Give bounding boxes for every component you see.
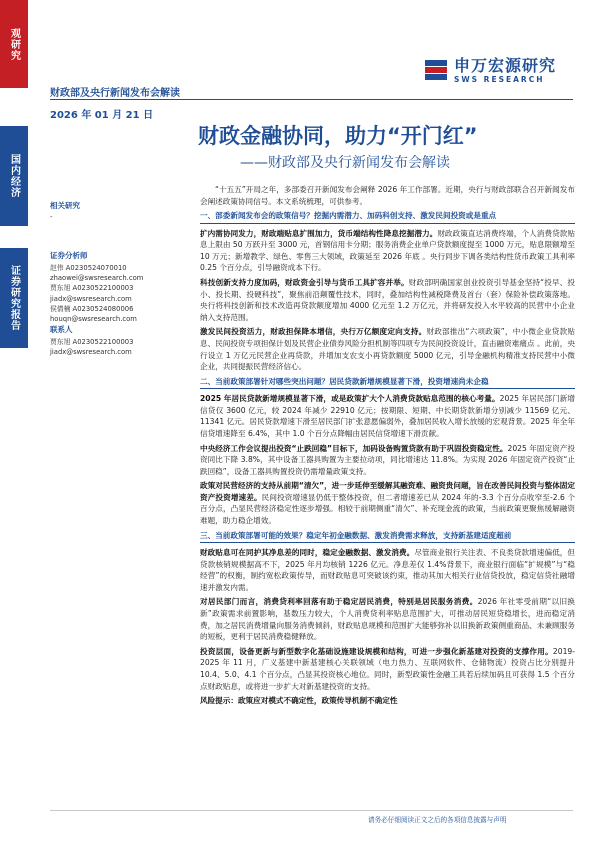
- risk-label: 风险提示：: [200, 696, 238, 706]
- body-paragraph: [200, 277, 575, 323]
- side-band: [0, 0, 28, 841]
- paragraph-lead: 扩内需协同发力，财政端贴息扩围加力，货币端结构性降息挖掘潜力。: [200, 228, 438, 238]
- paragraph-lead: 政策对民营经济的支持从前期“清欠”，进一步延伸至缓解其融资难、融资贵问题，旨在改善民间投资与整体固定资产投资增速差。: [200, 481, 575, 502]
- company-logo: [424, 50, 572, 90]
- side-tag-research: 观研究: [0, 0, 28, 88]
- paragraph-text: 尽管商业银行关注表、不良类贷款增速偏低，但贷款核销规模据高不下，2025 年月均核销 1226 亿元。净息差仅 1.4%背景下，商业银行面临“扩规模”与“稳经营”的权衡，制约宽松政策传导，而财政贴息可突破该约束，推动其加大相关行业信贷投放，稳定信贷社融增速并激发内需。: [200, 548, 576, 592]
- logo-en-text: SWS RESEARCH: [454, 74, 545, 84]
- report-date: 2026 年 01 月 21 日: [50, 110, 154, 121]
- analyst-line: 贾东旭 A0230522100003: [50, 284, 134, 293]
- section-heading-2: 二、当前政策部署针对哪些突出问题？居民贷款新增规模显著下滑，投资增速尚未企稳: [200, 376, 575, 389]
- body-paragraph: [200, 547, 575, 593]
- analyst-email[interactable]: jiadx@swsresearch.com: [50, 294, 132, 303]
- contact-label: 联系人: [50, 325, 73, 335]
- intro-paragraph: “十五五”开局之年，多部委召开新闻发布会阐释 2026 年工作部署。近期，央行与财政部联合召开新闻发布会阐述政策协同信号。本文系统梳理，可供参考。: [200, 185, 575, 206]
- paragraph-text: 财政部明确国家创业投资引导基金坚持“投早、投小、投长期、投硬科技”，聚焦前沿颠覆性技术，同时，叠加结构性减税降费及首台（套）保险补偿政策落地。央行将科技创新和技术改造再贷款额度增加 4000 亿元至 1.2 万亿元，并将研发投入水平较高的民营中小企业纳入支持范围。: [200, 277, 576, 322]
- risk-text: 政策应对模式不确定性，政策传导机制不确定性: [237, 696, 398, 706]
- body-paragraph: [200, 393, 575, 439]
- paragraph-text: 2019-2025 年 11 月，广义基建中新基建核心关联领域（电力热力、互联网软件、仓储物流）投资占比分别提升 10.4、5.0、4.1 个百分点，凸显其投资核心地位。同时，新型政策性金融工具若后续加码且可获得 1.5 个百分点财政贴息，或将进一步扩大对新基建投资的支持。: [200, 646, 575, 691]
- report-type: 财政部及央行新闻发布会解读: [50, 88, 180, 99]
- risk-warning: [200, 695, 575, 707]
- analysts-label: 证券分析师: [50, 251, 88, 260]
- paragraph-lead: 2025 年居民贷款新增规模显著下滑，或是政策扩大个人消费贷款贴息范围的核心考量。: [200, 394, 500, 404]
- analyst-line: 侯倩楠 A0230524080006: [50, 304, 134, 313]
- paragraph-lead: 对居民部门而言，消费贷利率回落有助于稳定居民消费，特别是居民服务消费。: [200, 597, 478, 607]
- paragraph-text: 财政部推出“六项政策”，中小微企业贷款贴息、民间投资专项担保计划及民营企业债券风险分担机制等四项专为民间投资设计，直击融资难痛点 。此前，央行设立 1 万亿元民营企业再贷款，并增加支农支小再贷款额度 5000 亿元，引导金融机构精准支持民营中小微企业，共同提振民营经济信心。: [200, 327, 575, 372]
- paragraph-text: 2025 年固定资产投资同比下降 3.8%，其中设备工器具购置为主要拉动项，同比增速达 11.8%。为实现 2026 年固定资产投资“止跌回稳”，设备工器具购置投资仍需增量政策支持。: [200, 443, 575, 476]
- paragraph-text: 财政政策直达消费终端，个人消费贷款贴息上限由 50 万跃升至 3000 元，首钢信用卡分期；服务消费企业单户贷款额度提至 1000 万元，贴息限额增至 10 万元；新增教学、绿色、零售三大领域，政策延至 2026 年底 。央行同步下调各类结构性货币政策工具利率 0.25 个百分点，引导融资成本下行。: [200, 228, 575, 273]
- body-paragraph: [200, 326, 575, 372]
- paragraph-lead: 财政贴息可在同护其净息差的同时，稳定金融数据、激发消费。: [200, 548, 415, 558]
- paragraph-text: 2025 年居民部门新增信贷仅 3600 亿元，较 2024 年减少 22910 亿元；按期限、短期、中长期贷款新增分别减少 11569 亿元、11341 亿元。居民贷款增速下滑至居民部门扩张意愿偏弱外，叠加居民收入增长放缓的宏观背景。2025 年全年信贷增速降至 6.4%，其中 1.0 个百分点降幅由居民信贷增速下滑贡献。: [200, 394, 575, 438]
- contact-email[interactable]: jiadx@swsresearch.com: [50, 348, 132, 357]
- page-subtitle: ——财政部及央行新闻发布会解读: [240, 155, 450, 171]
- analyst-email[interactable]: houqn@swsresearch.com: [50, 315, 137, 324]
- paragraph-lead: 激发民间投资活力，财政担保降本增信，央行万亿额度定向支持。: [200, 327, 427, 337]
- paragraph-lead: 投资层面，设备更新与新型数字化基础设施建设规模和结构，可进一步强化新基建对投资的支撑作用。: [200, 646, 553, 656]
- body-paragraph: [200, 443, 575, 478]
- side-tag-domestic-economy: 国内经济: [0, 126, 28, 226]
- contact-line: 贾东旭 A0230522100003: [50, 338, 134, 347]
- body-paragraph: [200, 228, 575, 274]
- logo-cn-text: 申万宏源研究: [454, 55, 557, 75]
- section-heading-1: 一、部委新闻发布会的政策信号？挖掘内需潜力、加码科创支持、激发民间投资或是重点: [200, 210, 575, 223]
- analyst-line: 赵伟 A0230524070010: [50, 264, 127, 272]
- related-research-label: 相关研究: [50, 201, 80, 210]
- left-sidebar: [50, 200, 190, 358]
- report-body: [200, 184, 575, 710]
- body-paragraph: [200, 596, 575, 642]
- body-paragraph: [200, 646, 575, 692]
- logo-mark-icon: [424, 58, 448, 82]
- header-divider: [50, 99, 573, 100]
- paragraph-text: 2026 年社零受前期“以旧换新”政策需求前置影响，基数压力较大，个人消费贷利率贴息范围扩大，可推动居民短贷稳增长，进而稳定消费，加之居民消费增量向服务消费倾斜，财政贴息规模和范围扩大能够弥补以旧换新政策侧重商品、未兼顾服务的短板，更利于居民消费稳健释放。: [200, 597, 575, 642]
- section-heading-3: 三、当前政策部署可能的效果？稳定年初金融数据、激发消费需求释放，支持新基建适度超前: [200, 530, 575, 543]
- paragraph-lead: 科技创新支持力度加码，财政资金引导与货币工具扩容并举。: [200, 277, 409, 287]
- side-tag-securities-report: 证券研究报告: [0, 248, 28, 348]
- body-paragraph: [200, 480, 575, 526]
- paragraph-lead: 中央经济工作会议提出投资“止跌回稳”目标下，加码设备购置贷款有助于巩固投资稳定性。: [200, 443, 508, 453]
- analyst-email[interactable]: zhaowei@swsresearch.com: [50, 274, 144, 283]
- paragraph-text: 民间投资增速显仍低于整体投资，但二者增速差已从 2024 年的-3.3 个百分点收窄至-2.6 个百分点，凸显民营经济稳定性逐步增强。相较于前期侧重“清欠”、补充现金流的政策，当前政策更聚焦缓解融资难题，助力稳企增效。: [200, 492, 575, 526]
- related-research-value: -: [50, 213, 53, 221]
- page-title: 财政金融协同，助力“开门红”: [198, 124, 478, 148]
- disclaimer-footer: 请务必仔细阅读正文之后的各项信息披露与声明: [368, 816, 507, 824]
- footer-divider: [50, 810, 573, 811]
